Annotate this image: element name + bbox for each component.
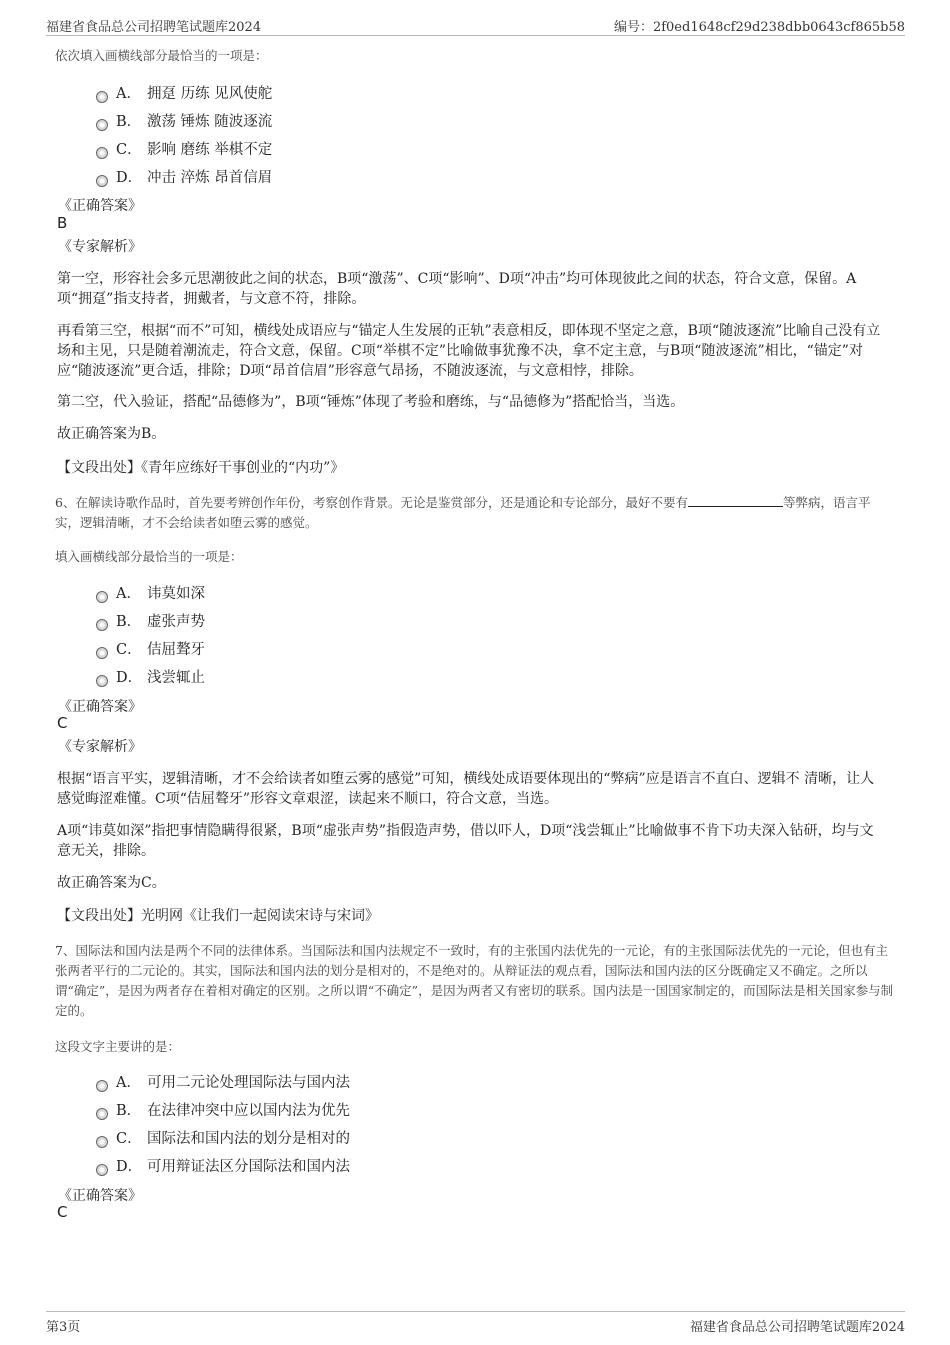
q6-answer: C <box>57 714 68 732</box>
page-number: 第3页 <box>46 1320 81 1335</box>
q5-prompt: 依次填入画横线部分最恰当的一项是： <box>55 48 268 63</box>
radio-icon[interactable] <box>96 1136 108 1148</box>
q5-option-b[interactable]: B． 激荡 锤炼 随波逐流 <box>96 110 272 132</box>
q5-option-c[interactable]: C． 影响 磨练 举棋不定 <box>96 138 272 160</box>
q5-answer: B <box>57 214 68 232</box>
q7-stem: 7、国际法和国内法是两个不同的法律体系。当国际法和国内法规定不一致时，有的主张国内法优先的一元论，有的主张国际法优先的一元论，但也有主张两者平行的二元论的。其实，国际法和国内法的划分是相对的，不是绝对的。从辩证法的观点看，国际法和国内法的区分既确定又不确定。之所以谓“确定”，是因为两者存在着相对确定的区别。之所以谓“不确定”，是因为两者又有密切的联系。国内法是一国国家制定的，而国际法是相关国家参与制定的。 <box>55 943 894 1018</box>
header-doc-id: 编号：2f0ed1648cf29d238dbb0643cf865b58 <box>613 20 905 35</box>
q6-option-d[interactable]: D． 浅尝辄止 <box>96 666 205 688</box>
q6-answer-label: 《正确答案》 <box>58 699 142 715</box>
q6-analysis-para-1: 根据“语言平实，逻辑清晰，才不会给读者如堕云雾的感觉”可知，横线处成语要体现出的“弊病”应是语言不直白、逻辑不 清晰，让人感觉晦涩难懂。C项“佶屈聱牙”形容文章艰涩，读起来不顺口，符合文意，当选。 <box>57 771 875 807</box>
radio-icon[interactable] <box>96 647 108 659</box>
q6-analysis-label: 《专家解析》 <box>58 739 142 755</box>
q5-analysis-label: 《专家解析》 <box>58 239 142 255</box>
q5-analysis-para-1: 第一空，形容社会多元思潮彼此之间的状态，B项“激荡”、C项“影响”、D项“冲击”均可体现彼此之间的状态，符合文意，保留。A项“拥趸”指支持者，拥戴者，与文意不符，排除。 <box>57 271 857 307</box>
radio-icon[interactable] <box>96 147 108 159</box>
radio-icon[interactable] <box>96 1080 108 1092</box>
q5-answer-label: 《正确答案》 <box>58 198 142 214</box>
radio-icon[interactable] <box>96 1108 108 1120</box>
radio-icon[interactable] <box>96 91 108 103</box>
q7-option-a[interactable]: A． 可用二元论处理国际法与国内法 <box>96 1071 350 1093</box>
radio-icon[interactable] <box>96 591 108 603</box>
q7-option-b[interactable]: B． 在法律冲突中应以国内法为优先 <box>96 1099 350 1121</box>
q7-option-d[interactable]: D． 可用辩证法区分国际法和国内法 <box>96 1155 350 1177</box>
q6-analysis-para-3: 故正确答案为C。 <box>57 875 166 891</box>
radio-icon[interactable] <box>96 619 108 631</box>
q7-option-c[interactable]: C． 国际法和国内法的划分是相对的 <box>96 1127 350 1149</box>
q7-answer-label: 《正确答案》 <box>58 1188 142 1204</box>
q6-source: 【文段出处】光明网《让我们一起阅读宋诗与宋词》 <box>57 908 379 924</box>
q5-option-d[interactable]: D． 冲击 淬炼 昂首信眉 <box>96 166 272 188</box>
q6-option-b[interactable]: B． 虚张声势 <box>96 610 205 632</box>
q6-prompt: 填入画横线部分最恰当的一项是： <box>55 549 243 564</box>
q5-analysis-para-4: 故正确答案为B。 <box>57 426 166 442</box>
q6-stem: 6、在解读诗歌作品时，首先要考辨创作年份，考察创作背景。无论是鉴赏部分，还是通论和专论部分，最好不要有 等弊病，语言平实，逻辑清晰，才不会给读者如堕云雾的感觉。 <box>55 495 871 530</box>
page-header <box>46 14 905 36</box>
q6-option-a[interactable]: A． 讳莫如深 <box>96 582 205 604</box>
header-title: 福建省食品总公司招聘笔试题库2024 <box>46 20 262 35</box>
footer-title: 福建省食品总公司招聘笔试题库2024 <box>689 1320 905 1335</box>
q5-option-a[interactable]: A． 拥趸 历练 见风使舵 <box>96 82 272 104</box>
q7-answer: C <box>57 1203 68 1221</box>
radio-icon[interactable] <box>96 119 108 131</box>
q6-option-c[interactable]: C． 佶屈聱牙 <box>96 638 205 660</box>
q5-analysis-para-3: 第二空，代入验证，搭配“品德修为”，B项“锤炼”体现了考验和磨练，与“品德修为”搭配恰当，当选。 <box>57 394 685 410</box>
radio-icon[interactable] <box>96 675 108 687</box>
q5-source: 【文段出处】《青年应练好干事创业的“内功”》 <box>57 460 345 476</box>
q7-prompt: 这段文字主要讲的是： <box>55 1039 181 1054</box>
q5-analysis-para-2: 再看第三空，根据“而不”可知，横线处成语应与“锚定人生发展的正轨”表意相反，即体现不坚定之意，B项“随波逐流”比喻自己没有立场和主见，只是随着潮流走，符合文意，保留。C项“举棋不定”比喻做事犹豫不决，拿不定主意，与B项“随波逐流”相比，“锚定”对应“随波逐流”更合适，排除；D项“昂首信眉”形容意气昂扬，不随波逐流，与文意相悖，排除。 <box>57 323 881 379</box>
q6-analysis-para-2: A项“讳莫如深”指把事情隐瞒得很紧，B项“虚张声势”指假造声势，借以吓人，D项“浅尝辄止”比喻做事不肯下功夫深入钻研，均与文意无关，排除。 <box>57 823 874 859</box>
fill-blank <box>688 494 783 507</box>
radio-icon[interactable] <box>96 1164 108 1176</box>
radio-icon[interactable] <box>96 175 108 187</box>
page-footer <box>46 1311 905 1336</box>
